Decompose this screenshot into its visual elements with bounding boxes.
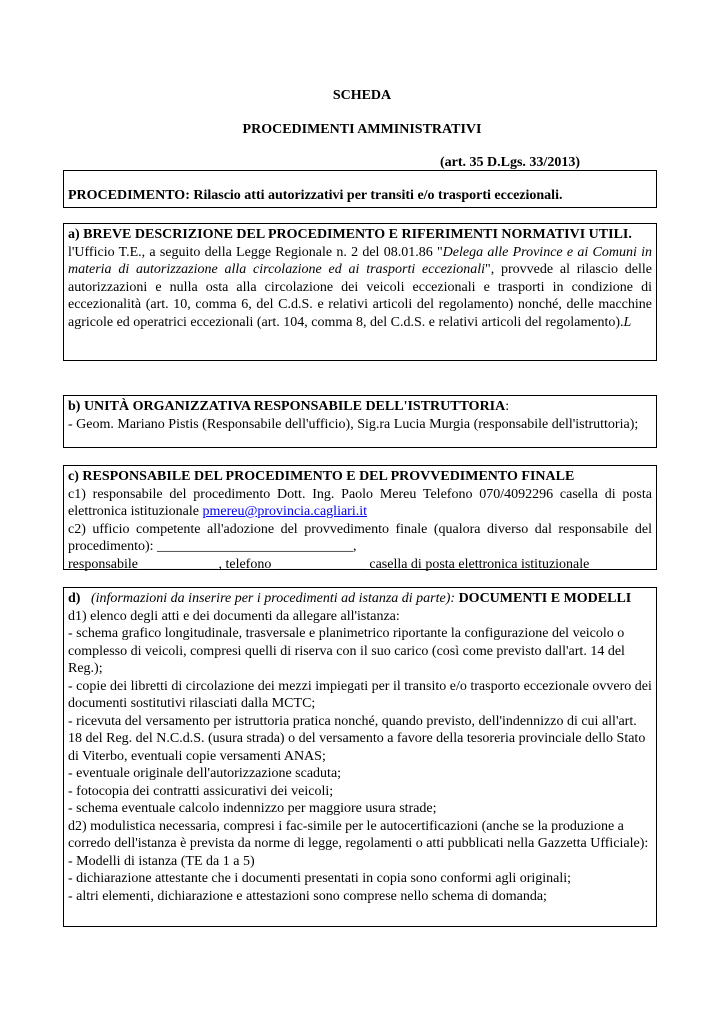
- procedimento-label: PROCEDIMENTO:: [68, 188, 190, 203]
- section-d-title: DOCUMENTI E MODELLI: [458, 591, 632, 606]
- section-d2-heading: d2) modulistica necessaria, compresi i fac-simile per le autocertificazioni (anche se la produzione a corredo dell'istanza è prevista da norme di legge, regolamenti o atti pubblicati nella Gazzetta Ufficiale):: [68, 818, 649, 851]
- section-c2-line: responsabile ___________, telefono _____________ casella di posta elettronica istituzionale: [68, 556, 590, 572]
- section-d1-heading: d1) elenco degli atti e dei documenti da allegare all'istanza:: [68, 608, 400, 624]
- section-c1-text: c1) responsabile del procedimento Dott. Ing. Paolo Mereu Telefono 070/4092296 casella di posta elettronica istituzionale: [68, 486, 652, 519]
- section-a-text-italic: Delega alle Province e ai Comuni in materia di autorizzazione alla circolazione ed ai trasporti eccezionali: [68, 244, 652, 277]
- section-a-box: [63, 223, 657, 361]
- list-item: - ricevuta del versamento per istruttoria pratica nonché, quando previsto, dell'indennizzo di cui all'art. 18 del Reg. del N.C.d.S. (usura strada) o del versamento a favore della tesoreria provinciale dello Stato di Viterbo, eventuali copie versamenti ANAS;: [68, 713, 646, 764]
- list-item: - Modelli di istanza (TE da 1 a 5): [68, 853, 255, 869]
- section-d-box: [63, 587, 657, 927]
- page-heading-procedimenti: PROCEDIMENTI AMMINISTRATIVI: [242, 122, 482, 137]
- section-b-text: - Geom. Mariano Pistis (Responsabile dell'ufficio), Sig.ra Lucia Murgia (responsabile dell'istruttoria);: [68, 416, 639, 432]
- section-a-text-end: L: [623, 314, 632, 330]
- list-item: - schema grafico longitudinale, trasversale e planimetrico riportante la configurazione del veicolo o complesso di veicoli, compresi quelli di riserva con il suo carico (così come previsto dall'art. 14 del Reg.);: [68, 626, 625, 676]
- section-b-title: b) UNITÀ ORGANIZZATIVA RESPONSABILE DELL'ISTRUTTORIA: [68, 399, 506, 414]
- section-a-text-2: ", provvede al rilascio delle autorizzazioni e nulla osta alla circolazione dei veicoli eccezionali e trasporti in condizione di eccezionalità (art. 10, comma 6, del C.d.S. e relativi articoli del regolamento) nonché, delle macchine agricole ed operatrici eccezionali (art. 104, comma 8, del C.d.S. e relativi articoli del regolamento).: [68, 262, 652, 330]
- section-b-box: [63, 395, 657, 448]
- procedimento-text: Rilascio atti autorizzativi per transiti e/o trasporti eccezionali.: [193, 188, 563, 203]
- page-heading-reference: (art. 35 D.Lgs. 33/2013): [440, 155, 580, 170]
- section-d-italic-note: (informazioni da inserire per i procedimenti ad istanza di parte):: [90, 591, 456, 606]
- list-item: - altri elementi, dichiarazione e attestazioni sono comprese nello schema di domanda;: [68, 888, 547, 904]
- section-b-colon: :: [505, 399, 510, 414]
- list-item: - fotocopia dei contratti assicurativi dei veicoli;: [68, 783, 334, 799]
- page-heading-scheda: SCHEDA: [332, 88, 392, 103]
- section-d-prefix: d): [68, 591, 81, 606]
- procedimento-box: [63, 170, 657, 208]
- list-item: - eventuale originale dell'autorizzazione scaduta;: [68, 766, 342, 781]
- section-c-title: c) RESPONSABILE DEL PROCEDIMENTO E DEL PROVVEDIMENTO FINALE: [68, 469, 575, 484]
- section-c-box: [63, 465, 657, 570]
- list-item: - dichiarazione attestante che i documenti presentati in copia sono conformi agli originali;: [68, 871, 572, 886]
- list-item: - copie dei libretti di circolazione dei mezzi impiegati per il transito e/o trasporto eccezionale ovvero dei documenti sostitutivi rilasciati dalla MCTC;: [68, 678, 652, 711]
- section-a-text-1: l'Ufficio T.E., a seguito della Legge Regionale n. 2 del 08.01.86 ": [68, 244, 443, 260]
- section-c2-text: c2) ufficio competente all'adozione del provvedimento finale (qualora diverso dal responsabile del procedimento): ____________________________,: [68, 521, 652, 554]
- section-a-title: a) BREVE DESCRIZIONE DEL PROCEDIMENTO E RIFERIMENTI NORMATIVI UTILI.: [68, 227, 632, 242]
- list-item: - schema eventuale calcolo indennizzo per maggiore usura strade;: [68, 801, 437, 816]
- section-c1-email-link[interactable]: pmereu@provincia.cagliari.it: [202, 504, 368, 519]
